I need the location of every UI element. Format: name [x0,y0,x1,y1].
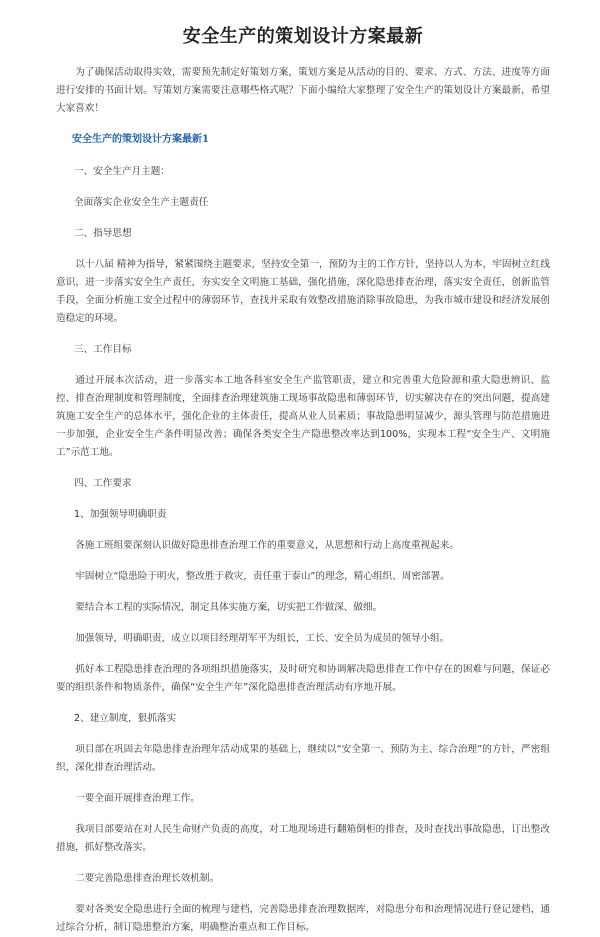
heading-system: 2、建立制度，狠抓落实 [74,713,177,724]
heading-guiding-thought: 二、指导思想 [74,228,132,239]
document-title: 安全生产的策划设计方案最新 [182,26,424,47]
leadership-paragraph-4: 加强领导，明确职责，成立以项目经理胡军平为组长，工长、安全员为成员的领导小组。 [75,633,450,644]
heading-theme: 一、安全生产月主题： [74,166,170,177]
work-goal-paragraph: 通过开展本次活动，进一步落实本工地各科室安全生产监管职责，建立和完善重大危险源和重大隐患辨识、监控、排查治理制度和管理制度，全面排查治理建筑施工现场事故隐患和薄弱环节，切实解决存在的突出问题，提高建筑施工安全生产的总体水平，强化企业的主体责任，提高从业人员素质；事故隐患明显减少，源头管理与防范措施进一步加强，企业安全生产条件明显改善；确保各类安全生产隐患整改率达到100%，实现本工程“安全生产、文明施工”示范工地。 [56,375,550,458]
system-paragraph-5: 要对各类安全隐患进行全面的梳理与建档，完善隐患排查治理数据库，对隐患分布和治理情况进行登记建档，通过综合分析，制订隐患整治方案，明确整治重点和工作目标。 [56,904,550,933]
system-paragraph-1: 项目部在巩固去年隐患排查治理年活动成果的基础上，继续以“安全第一、预防为主、综合治理”的方针，严密组织，深化排查治理活动。 [56,744,550,773]
leadership-paragraph-2: 牢固树立“隐患险于明火，整改胜于救灾，责任重于泰山”的理念，精心组织、周密部署。 [75,571,450,582]
leadership-paragraph-1: 各施工班组要深刻认识做好隐患排查治理工作的重要意义，从思想和行动上高度重视起来。 [75,540,459,551]
leadership-paragraph-3: 要结合本工程的实际情况，制定具体实施方案，切实把工作做深、做细。 [75,602,383,613]
intro-paragraph: 为了确保活动取得实效，需要预先制定好策划方案，策划方案是从活动的目的、要求、方式、方法、进度等方面进行安排的书面计划。写策划方案需要注意哪些格式呢？下面小编给大家整理了安全生产的策划设计方案最新，希望大家喜欢！ [56,67,550,114]
system-paragraph-3: 我项目部要站在对人民生命财产负责的高度，对工地现场进行翻箱倒柜的排查，及时查找出事故隐患，订出整改措施，抓好整改落实。 [56,824,550,853]
section-subtitle: 安全生产的策划设计方案最新1 [72,134,209,145]
system-paragraph-2: 一要全面开展排查治理工作。 [75,793,200,804]
leadership-paragraph-5: 抓好本工程隐患排查治理的各项组织措施落实，及时研究和协调解决隐患排查工作中存在的困难与问题，保证必要的组织条件和物质条件，确保“安全生产年”深化隐患排查治理活动有序地开展。 [56,664,550,693]
heading-work-goal: 三、工作目标 [74,344,132,355]
guiding-thought-paragraph: 以十八届 精神为指导，紧紧围绕主题要求，坚持安全第一，预防为主的工作方针，坚持以人为本，牢固树立红线意识，进一步落实安全生产责任，夯实安全文明施工基础，强化措施，深化隐患排查治理，落实安全责任，创新监管手段，全面分析施工安全过程中的薄弱环节，查找并采取有效整改措施消除事故隐患，为我市城市建设和经济发展创造稳定的环境。 [56,259,550,324]
system-paragraph-4: 二要完善隐患排查治理长效机制。 [75,873,220,884]
heading-leadership: 1、加强领导明确职责 [74,509,167,520]
heading-work-requirements: 四、工作要求 [74,478,132,489]
theme-text: 全面落实企业安全生产主题责任 [74,197,209,208]
